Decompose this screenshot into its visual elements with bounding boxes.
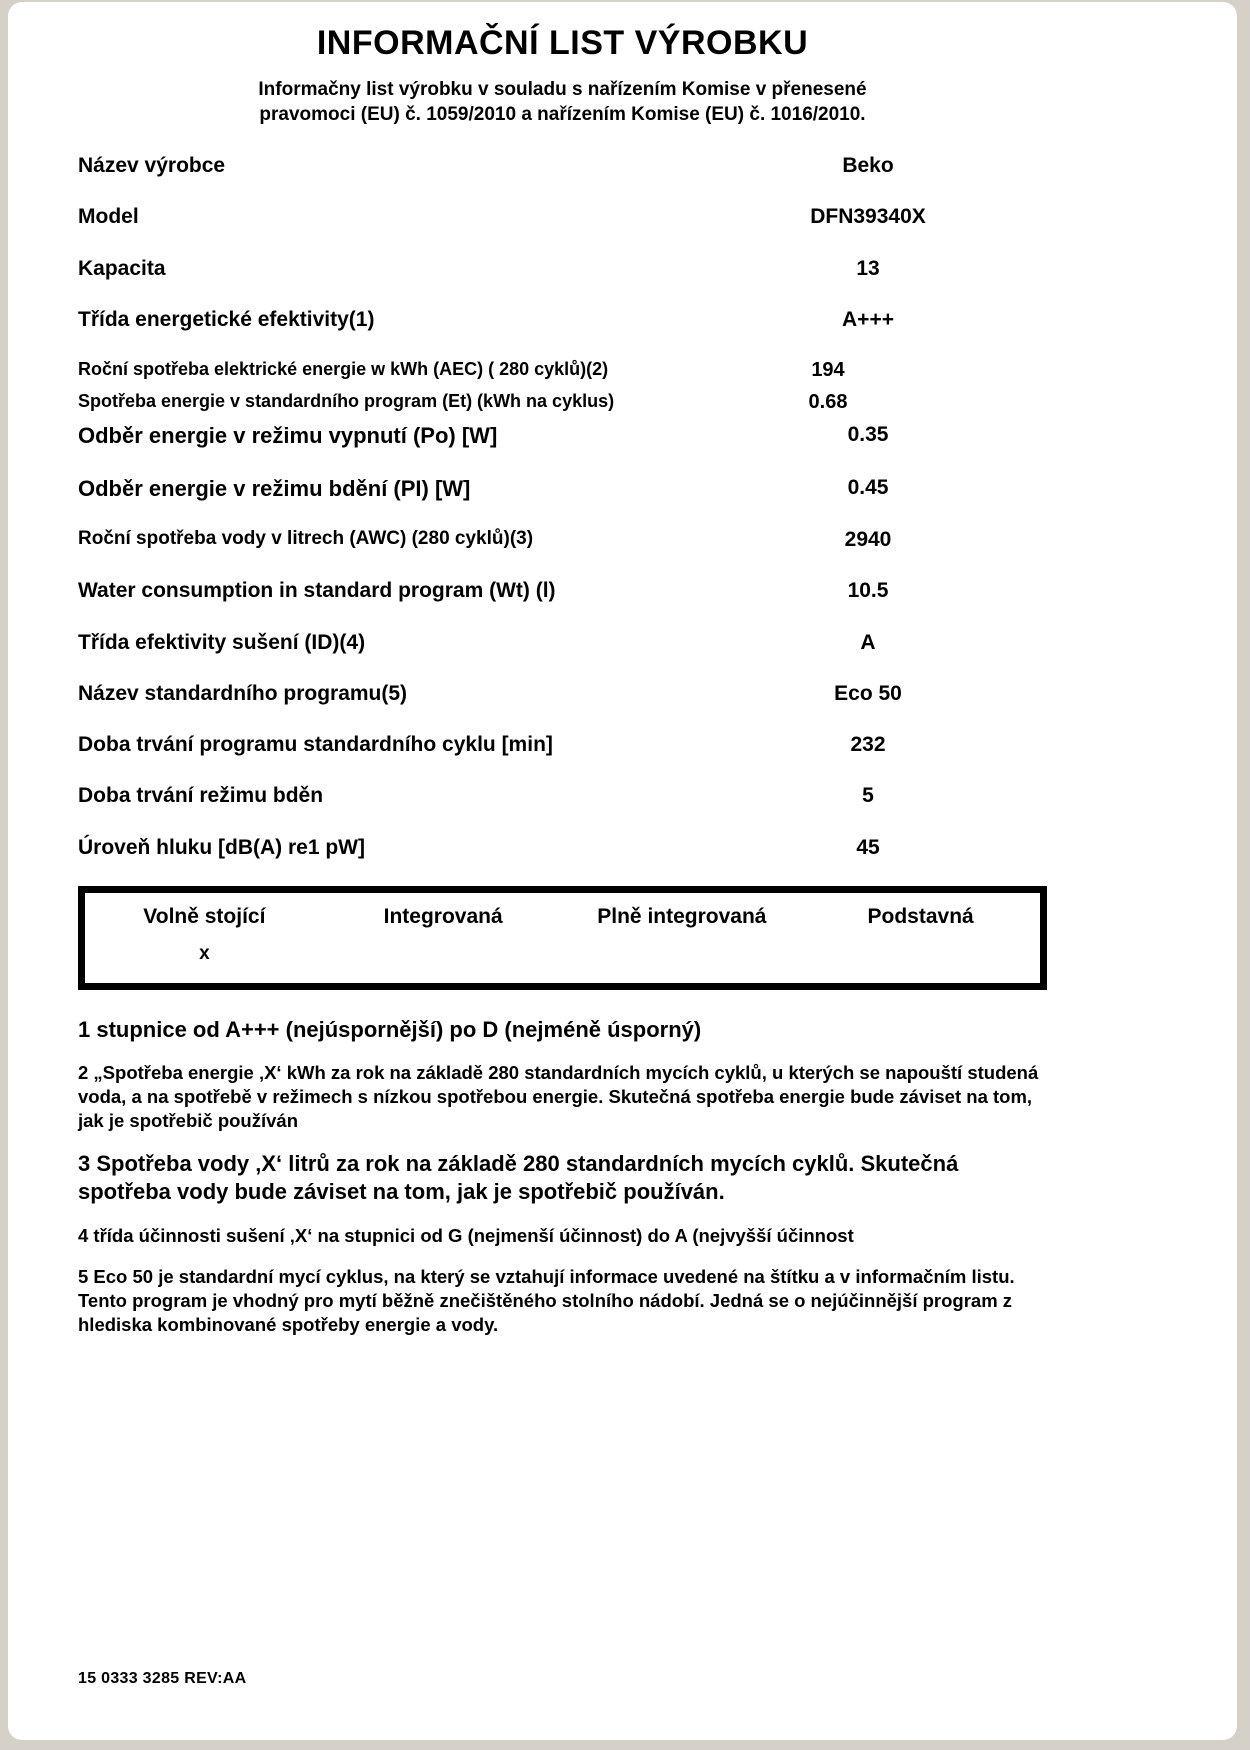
spec-value: DFN39340X [810,205,926,229]
spec-row-annual-energy [78,358,1047,383]
spec-value: 0.45 [847,475,889,499]
installation-mark-built-under [801,943,1040,965]
installation-header-fully-integrated: Plně integrovaná [597,904,767,928]
spec-row-cycle-water [78,578,1047,604]
spec-label: Název standardního programu(5) [78,681,408,705]
spec-row-standby-power [78,475,1047,503]
spec-label: Roční spotřeba vody v litrech (AWC) (280 cyklů)(3) [78,528,534,550]
spec-label: Třída energetické efektivity(1) [78,307,375,331]
spec-label: Roční spotřeba elektrické energie w kWh (AEC) ( 280 cyklů)(2) [78,359,609,380]
spec-row-energy-class [78,307,1047,333]
spec-row-standard-program [78,681,1047,707]
document-code: 15 0333 3285 REV:AA [78,1670,247,1687]
footnotes-section [78,1016,1047,1337]
spec-value: 0.68 [808,391,848,414]
spec-value: 10.5 [847,579,889,603]
spec-row-noise-level [78,835,1047,861]
spec-value: 232 [850,733,886,757]
spec-label: Název výrobce [78,154,226,178]
spec-value: 45 [856,835,880,859]
spec-label: Úroveň hluku [dB(A) re1 pW] [78,835,365,859]
footnote-1: 1 stupnice od A+++ (nejúspornější) po D (nejméně úsporný) [78,1016,702,1042]
spec-value: A [860,630,876,654]
spec-label: Třída efektivity sušení (ID)(4) [78,630,366,654]
spec-value: 2940 [844,528,892,552]
spec-value: 13 [856,256,880,280]
product-fiche-sheet [8,2,1237,1740]
footnote-4: 4 třída účinnosti sušení ‚X‘ na stupnici od G (nejmenší účinnost) do A (nejvyšší účinnost [78,1224,854,1246]
spec-label: Odběr energie v režimu bdění (PI) [W] [78,475,471,501]
spec-value: Eco 50 [834,681,902,705]
footnote-5: 5 Eco 50 je standardní mycí cyklus, na který se vztahují informace uvedené na štítku a v informačním listu. Tento program je vhodný pro mytí běžně znečištěného stolního nádobí. Jedná se o nejúčinnější program z hlediska kombinované spotřeby energie a vody. [78,1265,1015,1335]
spec-value: 194 [811,359,845,382]
installation-type-grid [85,905,1040,965]
spec-label: Doba trvání programu standardního cyklu [min] [78,733,553,757]
page-title: INFORMAČNÍ LIST VÝROBKU [316,24,809,62]
spec-label: Kapacita [78,256,166,280]
spec-label: Spotřeba energie v standardního program (Et) (kWh na cyklus) [78,391,615,412]
installation-header-integrated: Integrovaná [383,904,503,928]
spec-label: Model [78,205,139,229]
spec-table [78,153,1047,861]
spec-label: Water consumption in standard program (Wt) (l) [78,579,556,603]
installation-header-freestanding: Volně stojící [143,904,266,928]
spec-value: A+++ [842,307,894,331]
spec-row-standby-duration [78,783,1047,809]
spec-row-drying-class [78,630,1047,656]
spec-label: Doba trvání režimu bděn [78,784,324,808]
spec-row-capacity [78,256,1047,282]
spec-value: 0.35 [847,423,889,447]
spec-row-model [78,204,1047,230]
spec-row-manufacturer [78,153,1047,179]
footnote-2: 2 „Spotřeba energie ‚X‘ kWh za rok na základě 280 standardních mycích cyklů, u kterých se napouští studená voda, a na spotřebě v režimech s nízkou spotřebou energie. Skutečná spotřeba energie bude záviset na tom, jak je spotřebič používán [78,1062,1039,1132]
installation-mark-freestanding: x [199,942,210,964]
footnote-3: 3 Spotřeba vody ‚X‘ litrů za rok na základě 280 standardních mycích cyklů. Skutečná spotřeba vody bude záviset na tom, jak je spotřebič používán. [78,1151,959,1205]
spec-label: Odběr energie v režimu vypnutí (Po) [W] [78,423,498,449]
installation-mark-integrated [324,943,563,965]
spec-row-annual-water [78,527,1047,553]
installation-mark-fully-integrated [563,943,802,965]
spec-value: 5 [862,784,874,808]
spec-row-cycle-energy [78,390,1047,415]
spec-row-off-mode-power [78,422,1047,450]
installation-header-built-under: Podstavná [867,904,974,928]
spec-value: Beko [842,154,894,178]
page-subtitle: Informačny list výrobku v souladu s nařízením Komise v přenesené pravomoci (EU) č. 1059/2010 a nařízením Komise (EU) č. 1016/2010. [258,79,867,126]
sheet-content [8,2,1237,1337]
installation-type-table [78,886,1047,990]
spec-row-program-duration [78,732,1047,758]
